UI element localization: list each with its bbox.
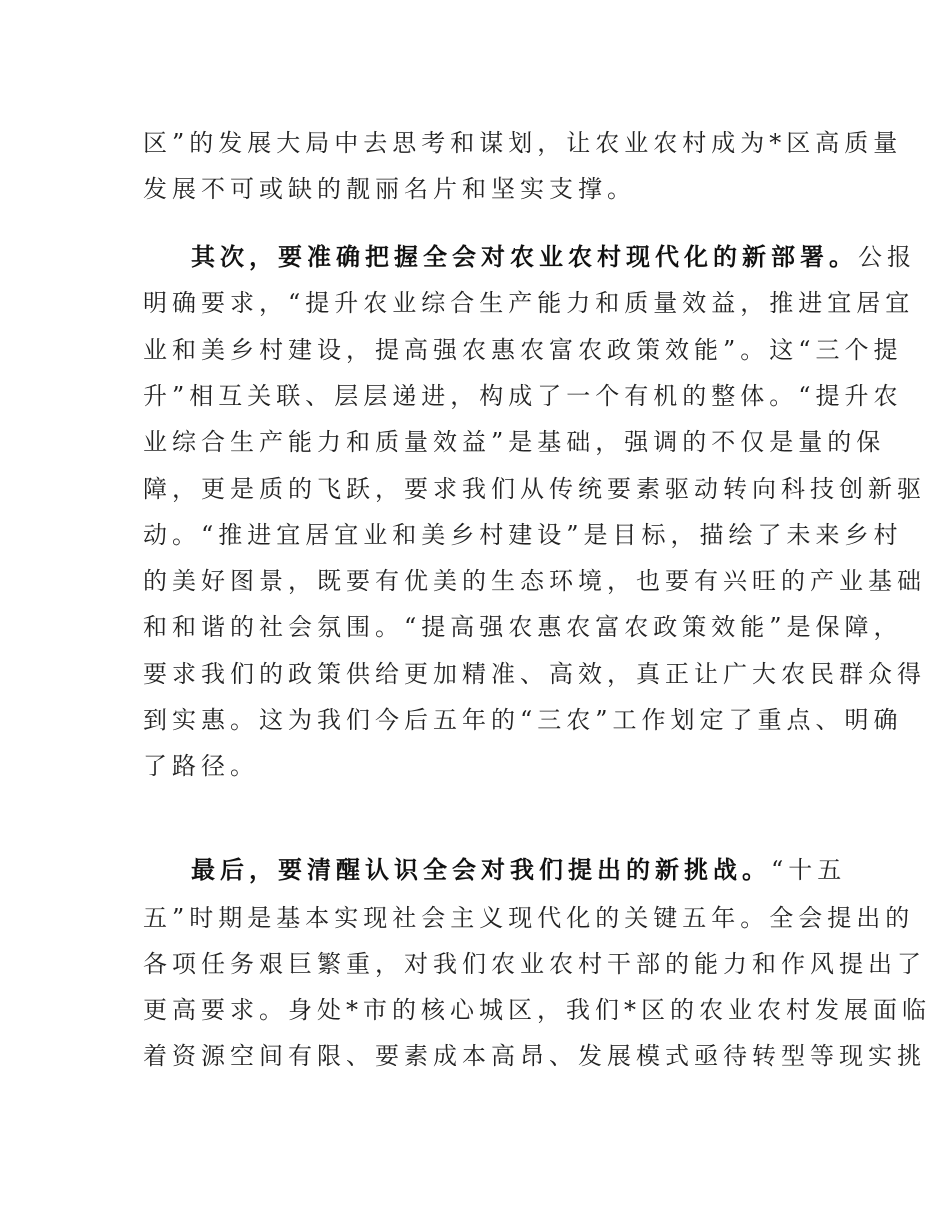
text-line: 各项任务艰巨繁重，对我们农业农村干部的能力和作风提出了: [143, 950, 926, 978]
text-fragment: 公报: [858, 243, 916, 271]
text-line: 要求我们的政策供给更加精准、高效，真正让广大农民群众得: [143, 660, 926, 688]
text-line: 的美好图景，既要有优美的生态环境，也要有兴旺的产业基础: [143, 567, 926, 595]
text-fragment: “十五: [771, 856, 847, 884]
text-line: 更高要求。身处*市的核心城区，我们*区的农业农村发展面临: [143, 996, 931, 1024]
text-line: 业综合生产能力和质量效益”是基础，强调的不仅是量的保: [143, 428, 886, 456]
text-line: 障，更是质的飞跃，要求我们从传统要素驱动转向科技创新驱: [143, 475, 926, 503]
text-line: 动。“推进宜居宜业和美乡村建设”是目标，描绘了未来乡村: [143, 521, 903, 549]
text-line: 明确要求，“提升农业综合生产能力和质量效益，推进宜居宜: [143, 289, 915, 317]
text-line: 到实惠。这为我们今后五年的“三农”工作划定了重点、明确: [143, 706, 903, 734]
text-line: 业和美乡村建设，提高强农惠农富农政策效能”。这“三个提: [143, 336, 903, 364]
text-line: 了路径。: [143, 752, 259, 780]
text-line: 和和谐的社会氛围。“提高强农惠农富农政策效能”是保障，: [143, 613, 903, 641]
text-line: 五”时期是基本实现社会主义现代化的关键五年。全会提出的: [143, 904, 915, 932]
text-line: 发展不可或缺的靓丽名片和坚实支撑。: [143, 175, 636, 203]
text-line: 升”相互关联、层层递进，构成了一个有机的整体。“提升农: [143, 382, 903, 410]
paragraph-heading: 最后，要清醒认识全会对我们提出的新挑战。: [191, 856, 771, 884]
text-line: [191, 242, 916, 272]
text-line: 着资源空间有限、要素成本高昂、发展模式亟待转型等现实挑: [143, 1042, 926, 1070]
text-line: [191, 855, 847, 885]
paragraph-heading: 其次，要准确把握全会对农业农村现代化的新部署。: [191, 243, 858, 271]
text-line: 区”的发展大局中去思考和谋划，让农业农村成为*区高质量: [143, 129, 903, 157]
